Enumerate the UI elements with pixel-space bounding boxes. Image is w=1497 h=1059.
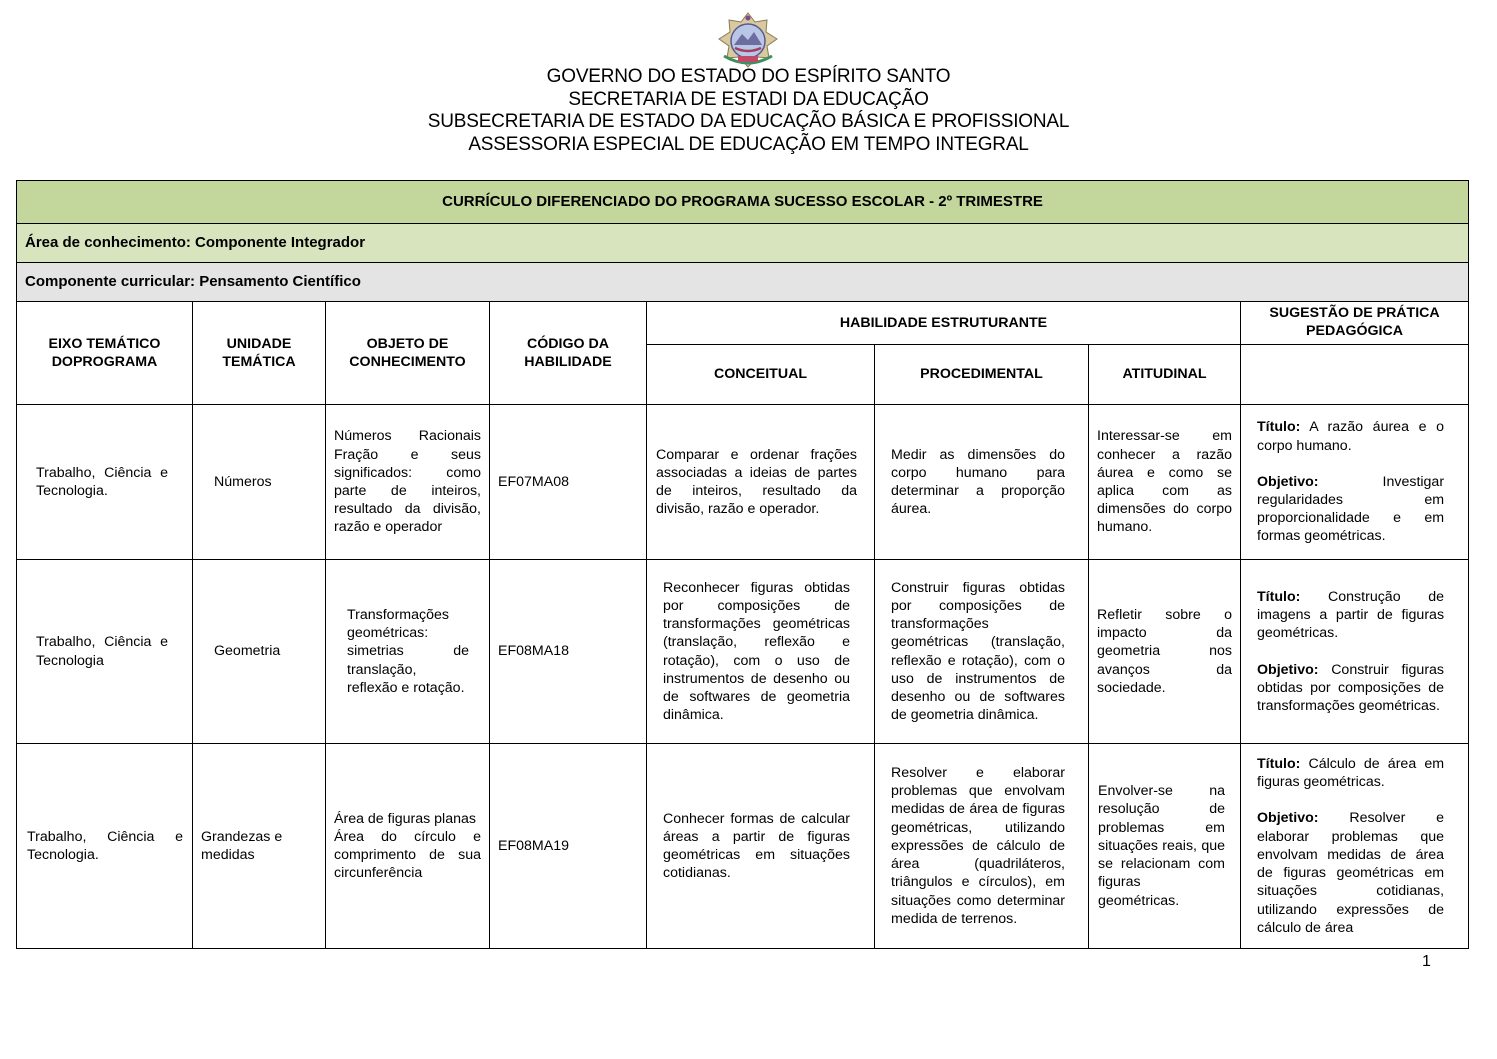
cell-codigo: EF07MA08 — [490, 405, 647, 560]
objetivo-text: Investigar regularidades em proporcionalidade e em formas geométricas. — [1257, 473, 1445, 545]
cell-sugestao — [1241, 560, 1469, 744]
cell-codigo: EF08MA19 — [490, 744, 647, 949]
cell-sugestao — [1241, 405, 1469, 560]
cell-atitudinal: Interessar-se em conhecer a razão áurea e como se aplica com as dimensões do corpo humano. — [1089, 405, 1241, 560]
componente-label: Componente curricular: Pensamento Científico — [17, 263, 1469, 302]
objetivo-label: Objetivo: — [1257, 810, 1319, 827]
objetivo-text: Construir figuras obtidas por composições de transformações geométricas. — [1257, 661, 1445, 714]
area-label: Área de conhecimento: Componente Integrador — [17, 224, 1469, 263]
header-conceitual: CONCEITUAL — [647, 345, 875, 405]
table-row — [17, 405, 1469, 560]
table-title: CURRÍCULO DIFERENCIADO DO PROGRAMA SUCESSO ESCOLAR - 2º TRIMESTRE — [17, 181, 1469, 224]
cell-unidade: Geometria — [193, 560, 326, 744]
area-row — [17, 224, 1469, 263]
titulo-label: Título: — [1257, 756, 1301, 773]
header-habilidade: HABILIDADE ESTRUTURANTE — [647, 302, 1241, 345]
header-line-government: GOVERNO DO ESTADO DO ESPÍRITO SANTO — [546, 66, 951, 87]
objetivo-text: Resolver e elaborar problemas que envolvam medidas de área de figuras geométricas em situações cotidianas, utilizando expressões de cálculo de área — [1257, 810, 1445, 936]
objeto-text: Área do círculo e comprimento de sua circunferência — [334, 828, 481, 882]
titulo-text: Construção de imagens a partir de figuras geométricas. — [1257, 588, 1445, 642]
titulo-text: Cálculo de área em figuras geométricas. — [1257, 756, 1445, 791]
header-sugestao-empty — [1241, 345, 1469, 405]
header-procedimental: PROCEDIMENTAL — [875, 345, 1089, 405]
table-title-row — [17, 181, 1469, 224]
componente-row — [17, 263, 1469, 302]
cell-atitudinal: Envolver-se na resolução de problemas em situações reais, que se relacionam com figuras geométricas. — [1089, 744, 1241, 949]
cell-objeto — [326, 405, 490, 560]
objeto-text: Números Racionais Fração e seus significados: como parte de inteiros, resultado da divisão, razão e operador — [334, 428, 481, 536]
cell-procedimental: Construir figuras obtidas por composições de transformações geométricas (translação, reflexão e rotação), com o uso de instrumentos de desenho ou de softwares de geometria dinâmica. — [875, 560, 1089, 744]
cell-procedimental: Resolver e elaborar problemas que envolvam medidas de área de figuras geométricas, utilizando expressões de cálculo de área (quadriláteros, triângulos e círculos), em situações como determinar medida de terrenos. — [875, 744, 1089, 949]
cell-conceitual: Comparar e ordenar frações associadas a ideias de partes de inteiros, resultado da divisão, razão e operador. — [647, 405, 875, 560]
cell-objeto — [326, 744, 490, 949]
state-seal-icon — [716, 12, 780, 74]
cell-conceitual: Conhecer formas de calcular áreas a partir de figuras geométricas em situações cotidianas. — [647, 744, 875, 949]
page-number: 1 — [1422, 953, 1431, 970]
cell-eixo: Trabalho, Ciência e Tecnologia. — [17, 744, 193, 949]
titulo-text: A razão áurea e o corpo humano. — [1257, 419, 1445, 454]
table-row — [17, 744, 1469, 949]
curriculum-table — [16, 180, 1469, 949]
objetivo-label: Objetivo: — [1257, 661, 1319, 678]
header-line-secretariat: SECRETARIA DE ESTADI DA EDUCAÇÃO — [568, 88, 929, 110]
cell-procedimental: Medir as dimensões do corpo humano para determinar a proporção áurea. — [875, 405, 1089, 560]
cell-codigo: EF08MA18 — [490, 560, 647, 744]
cell-atitudinal: Refletir sobre o impacto da geometria nos avanços da sociedade. — [1089, 560, 1241, 744]
header-codigo: CÓDIGO DA HABILIDADE — [490, 302, 647, 405]
cell-unidade: Números — [193, 405, 326, 560]
titulo-label: Título: — [1257, 588, 1301, 605]
header-line-subsecretariat: SUBSECRETARIA DE ESTADO DA EDUCAÇÃO BÁSICA E PROFISSIONAL — [427, 111, 1070, 132]
titulo-label: Título: — [1257, 419, 1301, 436]
header-line-assessoria: ASSESSORIA ESPECIAL DE EDUCAÇÃO EM TEMPO INTEGRAL — [468, 133, 1029, 155]
cell-conceitual: Reconhecer figuras obtidas por composições de transformações geométricas (translação, reflexão e rotação), com o uso de instrumentos de desenho ou de softwares de geometria dinâmica. — [647, 560, 875, 744]
header-unidade: UNIDADE TEMÁTICA — [193, 302, 326, 405]
document-header — [0, 66, 1497, 156]
table-row — [17, 560, 1469, 744]
header-eixo: EIXO TEMÁTICO DOPROGRAMA — [17, 302, 193, 405]
cell-eixo: Trabalho, Ciência e Tecnologia. — [17, 405, 193, 560]
objetivo-label: Objetivo: — [1257, 473, 1319, 490]
objeto-text: Transformações geométricas: simetrias de translação, reflexão e rotação. — [347, 606, 469, 696]
cell-objeto — [326, 560, 490, 744]
header-sugestao: SUGESTÃO DE PRÁTICA PEDAGÓGICA — [1241, 302, 1469, 345]
header-atitudinal: ATITUDINAL — [1089, 345, 1241, 405]
objeto-text: Área de figuras planas — [334, 810, 476, 827]
header-row-1 — [17, 302, 1469, 345]
header-objeto: OBJETO DE CONHECIMENTO — [326, 302, 490, 405]
cell-sugestao — [1241, 744, 1469, 949]
cell-unidade: Grandezas e medidas — [193, 744, 326, 949]
cell-eixo: Trabalho, Ciência e Tecnologia — [17, 560, 193, 744]
